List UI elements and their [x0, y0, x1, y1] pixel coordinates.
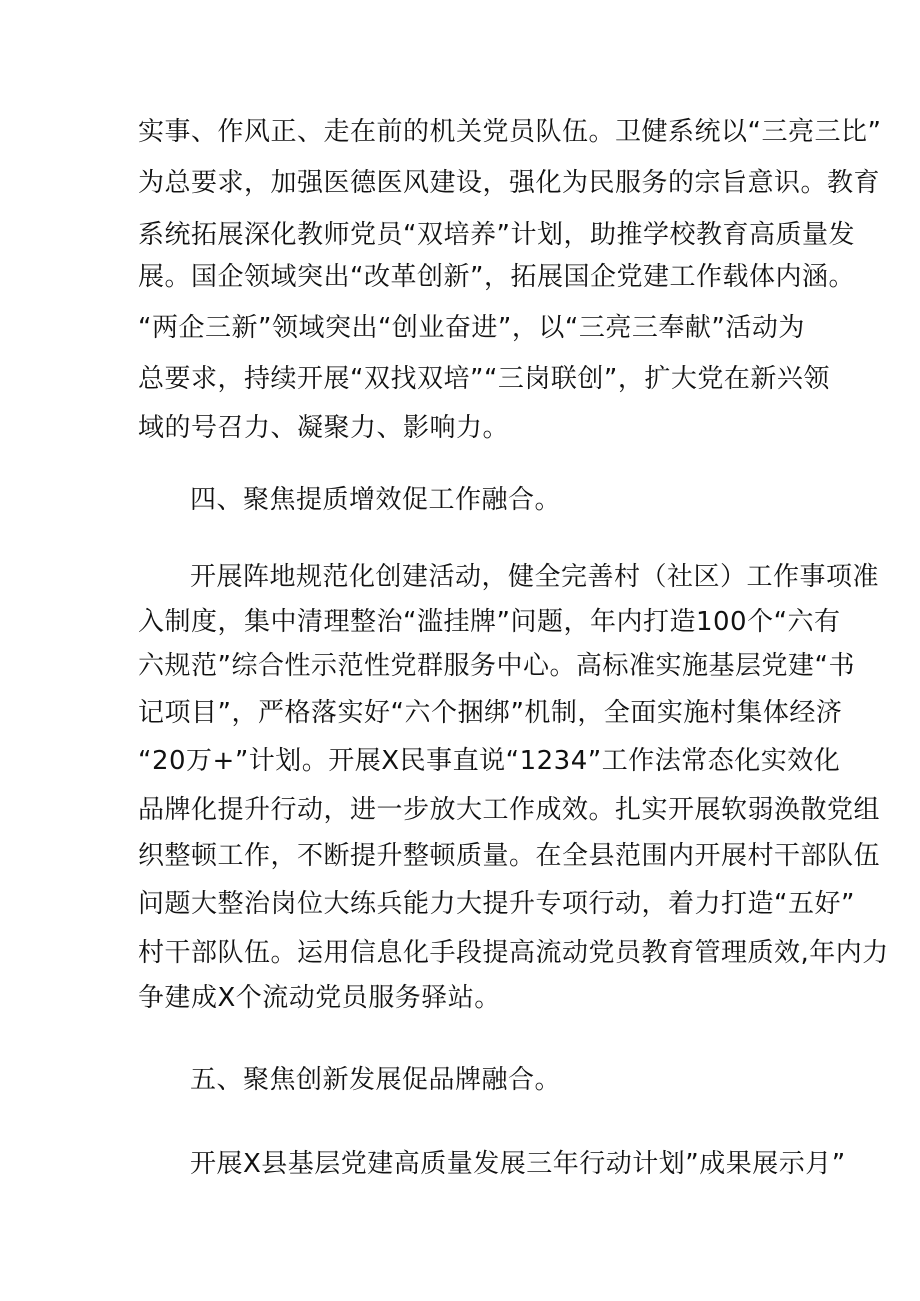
paragraph1-line: 为总要求，加强医德医风建设，强化为民服务的宗旨意识。教育: [138, 168, 881, 198]
paragraph1-line: 实事、作风正、走在前的机关党员队伍。卫健系统以“三亮三比”: [138, 117, 882, 147]
paragraph2-line: 六规范”综合性示范性党群服务中心。高标准实施基层党建“书: [138, 651, 855, 681]
paragraph1-line: 展。国企领域突出“改革创新”，拓展国企党建工作载体内涵。: [138, 262, 855, 292]
paragraph2-line: 入制度，集中清理整治“滥挂牌”问题，年内打造100个“六有: [138, 607, 841, 637]
paragraph2-line: 开展阵地规范化创建活动，健全完善村（社区）工作事项准: [190, 562, 880, 592]
paragraph2-line: 品牌化提升行动，进一步放大工作成效。扎实开展软弱涣散党组: [138, 795, 881, 825]
paragraph1-line: 系统拓展深化教师党员“双培养”计划，助推学校教育高质量发: [138, 220, 855, 250]
paragraph2-line: 争建成X个流动党员服务驿站。: [138, 983, 501, 1013]
section-heading-5: 五、聚焦创新发展促品牌融合。: [190, 1065, 562, 1095]
paragraph3-line: 开展X县基层党建高质量发展三年行动计划”成果展示月”: [190, 1149, 846, 1179]
paragraph1-line: “两企三新”领域突出“创业奋进”，以“三亮三奉献”活动为: [138, 313, 805, 343]
paragraph2-line: 记项目”，严格落实好“六个捆绑”机制，全面实施村集体经济: [138, 698, 843, 728]
paragraph2-line: 村干部队伍。运用信息化手段提高流动党员教育管理质效,年内力: [138, 938, 889, 968]
paragraph1-line: 域的号召力、凝聚力、影响力。: [138, 413, 510, 443]
paragraph2-line: “20万+”计划。开展X民事直说“1234”工作法常态化实效化: [138, 746, 841, 776]
paragraph2-line: 织整顿工作，不断提升整顿质量。在全县范围内开展村干部队伍: [138, 841, 881, 871]
paragraph2-line: 问题大整治岗位大练兵能力大提升专项行动，着力打造“五好”: [138, 889, 855, 919]
paragraph1-line: 总要求，持续开展“双找双培”“三岗联创”，扩大党在新兴领: [138, 364, 830, 394]
section-heading-4: 四、聚焦提质增效促工作融合。: [190, 485, 562, 515]
